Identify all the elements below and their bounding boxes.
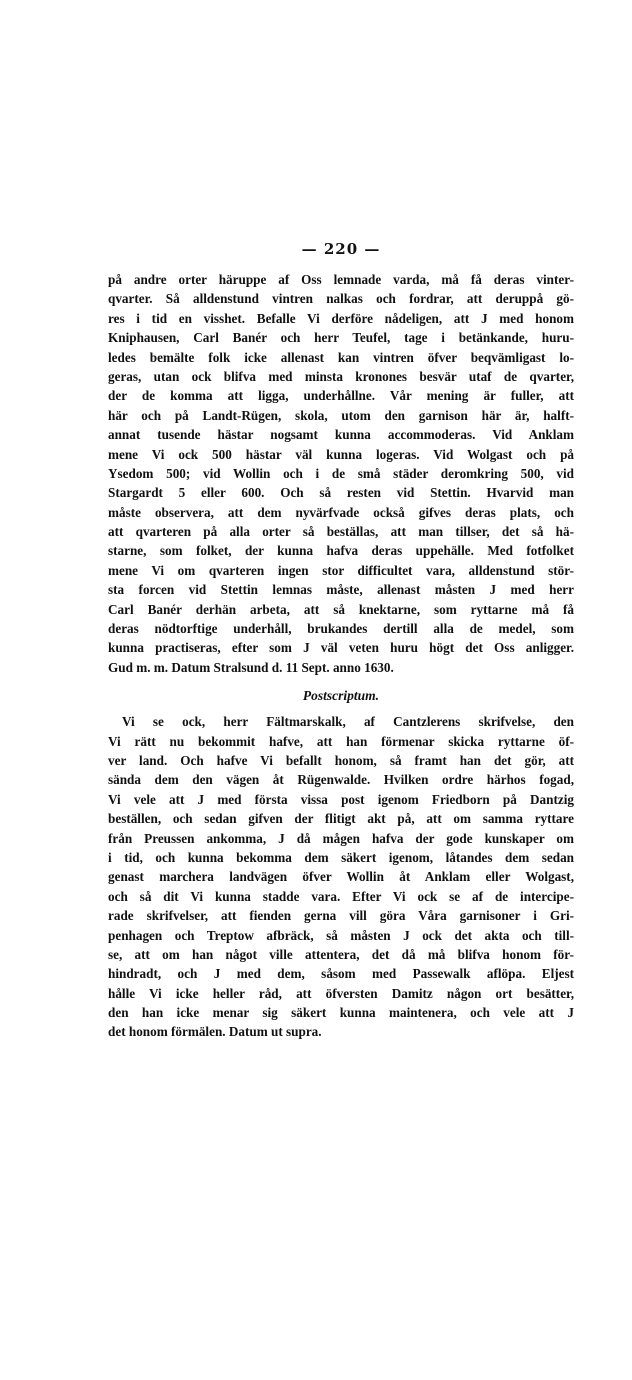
text-line: kunna practiseras, efter som J väl veten huru högt det Oss anligger. [108,640,574,656]
text-line: Ysedom 500; vid Wollin och i de små städer deromkring 500, vid [108,465,574,481]
text-line: Stargardt 5 eller 600. Och så resten vid Stettin. Hvarvid man [108,485,574,501]
text-line: Vi rätt nu bekommit hafve, att han förmenar skicka ryttarne öf- [108,733,574,749]
text-line: mene Vi om qvarteren ingen stor difficultet vara, alldenstund stör- [108,562,574,578]
text-line: från Preussen ankomma, J då mågen hafva der gode kunskaper om [108,830,574,846]
text-line: res i tid en visshet. Befalle Vi derföre nådeligen, att J med honom [108,310,574,326]
text-line: den han icke menar sig säkert kunna maintenera, och vele att J [108,1005,574,1021]
text-line: annat tusende hästar nogsamt kunna accommoderas. Vid Anklam [108,427,574,443]
text-line: beställen, och sedan gifven der flitigt akt på, att om samma ryttare [108,811,574,827]
text-line: sända dem den vägen åt Rügenwalde. Hvilken ordre härhos fogad, [108,772,574,788]
text-line: rade skrifvelser, att fienden gerna vill göra Våra garnisoner i Gri- [108,908,574,924]
text-line: sta forcen vid Stettin lemnas måste, allenast måsten J med herr [108,582,574,598]
text-line: genast marchera landvägen öfver Wollin åt Anklam eller Wolgast, [108,869,574,885]
text-line: Gud m. m. Datum Stralsund d. 11 Sept. anno 1630. [108,659,394,675]
text-line: deras nödtorftige underhåll, brukandes dertill alla de medel, som [108,621,574,637]
text-line: att qvarteren på alla orter så beställas, att man tillser, det så hä- [108,524,574,540]
text-line: ledes bemälte folk icke allenast kan vintren öfver beqvämligast lo- [108,349,574,365]
main-paragraph [108,270,574,677]
postscript-heading: Postscriptum. [302,688,380,704]
text-line: ver land. Och hafve Vi befallt honom, så framt han det gör, att [108,752,574,768]
text-line: mene Vi ock 500 hästar väl kunna logeras. Vid Wolgast och på [108,446,574,462]
text-line: se, att om han något ville attentera, det då må blifva honom för- [108,946,574,962]
page-number: — 220 — [301,240,381,258]
text-line: Carl Banér derhän arbeta, att så knektarne, som ryttarne må få [108,601,574,617]
text-line: på andre orter häruppe af Oss lemnade varda, må få deras vinter- [108,272,574,287]
text-line: hindradt, och J med dem, såsom med Passewalk aflöpa. Eljest [108,966,574,982]
text-line: geras, utan ock blifva med minsta kronones besvär utaf de qvarter, [108,368,574,384]
text-line: Kniphausen, Carl Banér och herr Teufel, tage i betänkande, huru- [108,330,574,346]
document-page [108,240,574,1042]
text-line: här och på Landt-Rügen, skola, utom den garnison här är, halft- [108,407,574,423]
text-line: qvarter. Så alldenstund vintren nalkas och fordrar, att deruppå gö- [108,291,574,307]
text-line: penhagen och Treptow afbräck, så måsten J ock det akta och till- [108,927,574,943]
text-line: måste observera, att dem nyvärfvade också gifves deras plats, och [108,504,574,520]
text-line: hålle Vi icke heller råd, att öfversten Damitz någon ort besätter, [108,985,574,1001]
text-line: Vi se ock, herr Fältmarskalk, af Cantzlerens skrifvelse, den [122,714,574,730]
text-line: och så dit Vi kunna stadde vara. Efter Vi ock se af de intercipe- [108,888,574,904]
postscript-paragraph [108,712,574,1042]
text-line: i tid, och kunna bekomma dem säkert igenom, låtandes dem sedan [108,849,574,865]
text-line: det honom förmälen. Datum ut supra. [108,1024,322,1040]
text-line: starne, som folket, der kunna hafva deras uppehälle. Med fotfolket [108,543,574,559]
text-line: Vi vele att J med första vissa post igenom Friedborn på Dantzig [108,791,574,807]
text-line: der de komma att ligga, underhållne. Vår mening är fuller, att [108,388,574,404]
